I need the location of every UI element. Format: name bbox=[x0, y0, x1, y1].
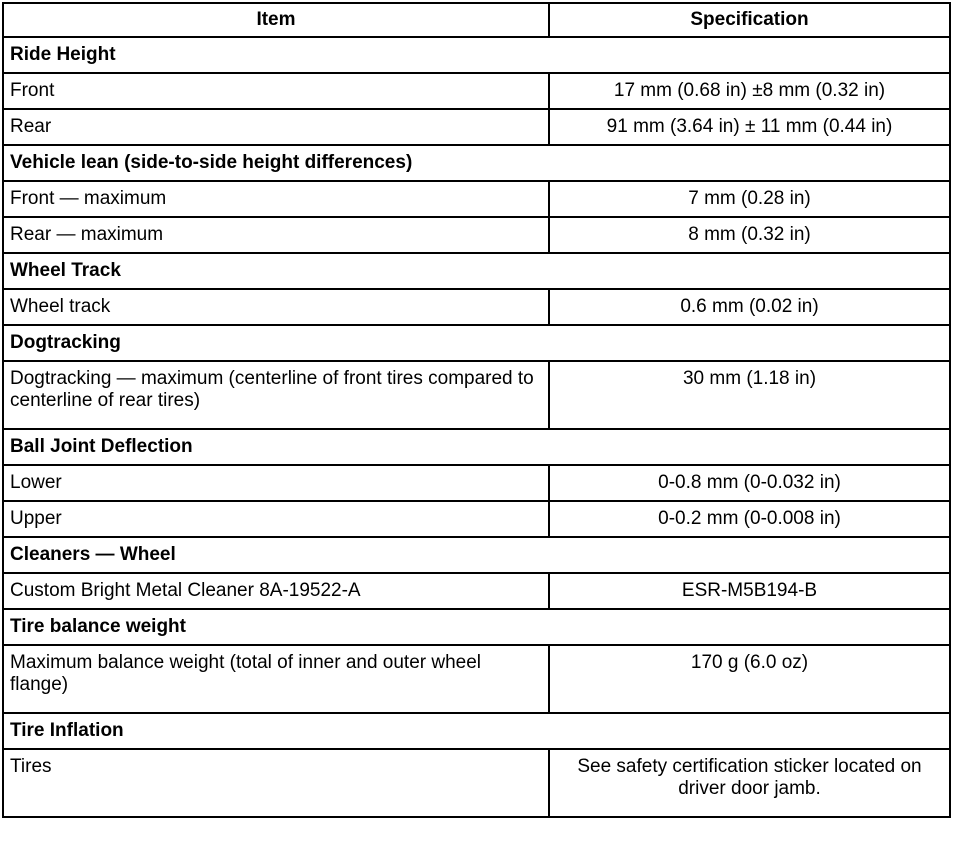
section-title: Wheel Track bbox=[3, 253, 950, 289]
table-row bbox=[3, 217, 950, 253]
header-row bbox=[3, 3, 950, 37]
section-row-ride-height bbox=[3, 37, 950, 73]
section-title: Cleaners — Wheel bbox=[3, 537, 950, 573]
item-cell: Upper bbox=[3, 501, 549, 537]
item-cell: Tires bbox=[3, 749, 549, 817]
section-title: Tire Inflation bbox=[3, 713, 950, 749]
item-cell: Wheel track bbox=[3, 289, 549, 325]
item-cell: Custom Bright Metal Cleaner 8A-19522-A bbox=[3, 573, 549, 609]
table-row bbox=[3, 573, 950, 609]
spec-cell: See safety certification sticker located on driver door jamb. bbox=[549, 749, 950, 817]
item-cell: Front — maximum bbox=[3, 181, 549, 217]
spec-cell: ESR-M5B194-B bbox=[549, 573, 950, 609]
spec-cell: 0-0.2 mm (0-0.008 in) bbox=[549, 501, 950, 537]
spec-cell: 0-0.8 mm (0-0.032 in) bbox=[549, 465, 950, 501]
table-row bbox=[3, 465, 950, 501]
table-row bbox=[3, 73, 950, 109]
item-cell: Rear bbox=[3, 109, 549, 145]
spec-cell: 170 g (6.0 oz) bbox=[549, 645, 950, 713]
item-cell: Front bbox=[3, 73, 549, 109]
table-row bbox=[3, 289, 950, 325]
section-row-tire-inflation bbox=[3, 713, 950, 749]
table-row bbox=[3, 181, 950, 217]
section-row-dogtracking bbox=[3, 325, 950, 361]
table-row bbox=[3, 501, 950, 537]
section-row-wheel-track bbox=[3, 253, 950, 289]
spec-cell: 7 mm (0.28 in) bbox=[549, 181, 950, 217]
item-cell: Rear — maximum bbox=[3, 217, 549, 253]
table-row bbox=[3, 749, 950, 817]
table-row bbox=[3, 361, 950, 429]
section-title: Dogtracking bbox=[3, 325, 950, 361]
section-row-ball-joint-deflection bbox=[3, 429, 950, 465]
section-title: Vehicle lean (side-to-side height differences) bbox=[3, 145, 950, 181]
table-row bbox=[3, 645, 950, 713]
section-row-tire-balance-weight bbox=[3, 609, 950, 645]
spec-cell: 91 mm (3.64 in) ± 11 mm (0.44 in) bbox=[549, 109, 950, 145]
spec-cell: 0.6 mm (0.02 in) bbox=[549, 289, 950, 325]
section-title: Ride Height bbox=[3, 37, 950, 73]
specification-table bbox=[2, 2, 951, 818]
spec-cell: 17 mm (0.68 in) ±8 mm (0.32 in) bbox=[549, 73, 950, 109]
item-cell: Maximum balance weight (total of inner and outer wheel flange) bbox=[3, 645, 549, 713]
spec-cell: 30 mm (1.18 in) bbox=[549, 361, 950, 429]
section-row-vehicle-lean bbox=[3, 145, 950, 181]
column-header-specification: Specification bbox=[549, 3, 950, 37]
column-header-item: Item bbox=[3, 3, 549, 37]
table-row bbox=[3, 109, 950, 145]
section-title: Tire balance weight bbox=[3, 609, 950, 645]
section-row-cleaners-wheel bbox=[3, 537, 950, 573]
spec-cell: 8 mm (0.32 in) bbox=[549, 217, 950, 253]
section-title: Ball Joint Deflection bbox=[3, 429, 950, 465]
item-cell: Dogtracking — maximum (centerline of front tires compared to centerline of rear tires) bbox=[3, 361, 549, 429]
item-cell: Lower bbox=[3, 465, 549, 501]
